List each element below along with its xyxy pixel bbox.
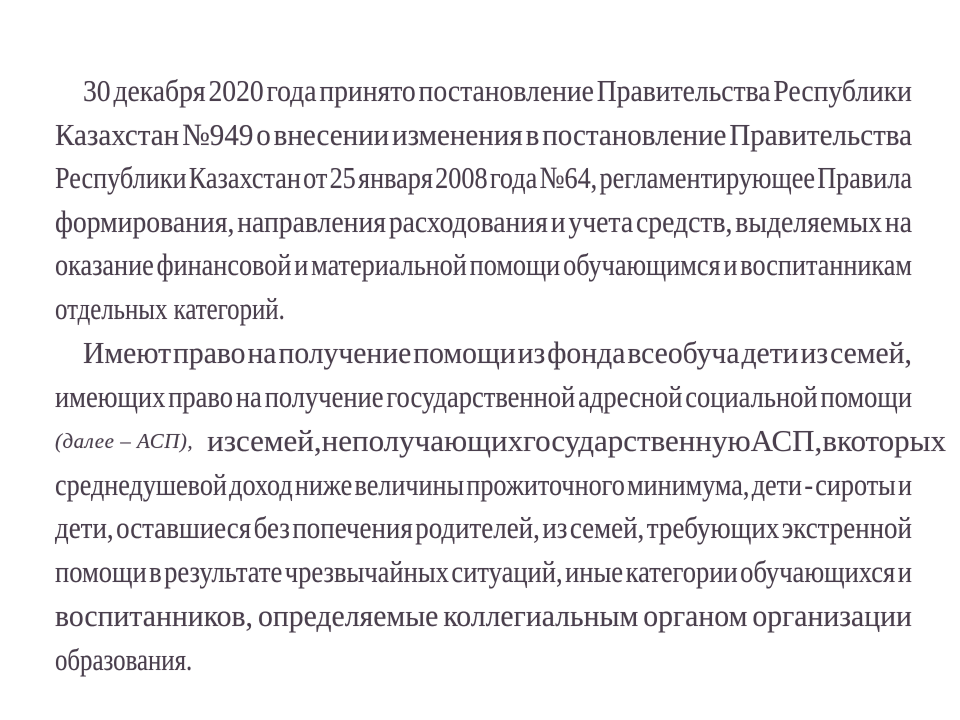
- paragraph-1-line-4-word: выделяемых: [735, 204, 883, 239]
- paragraph-1-line-4-word: учета: [568, 204, 634, 239]
- paragraph-1-line-1: [83, 69, 912, 113]
- paragraph-1-line-4-word: формирования,: [55, 204, 235, 239]
- paragraph-2-line-1-word: на: [247, 335, 277, 370]
- paragraph-2-line-1-word: семей,: [830, 335, 912, 370]
- paragraph-2-line-4-word: -: [804, 467, 814, 502]
- abbreviation-note: (далее – АСП),: [55, 429, 194, 453]
- paragraph-2-line-3-rest-word: государственную: [523, 423, 751, 458]
- paragraph-2-line-4: [55, 463, 912, 507]
- paragraph-1-line-4-word: направления: [237, 204, 386, 239]
- paragraph-2-line-2: [55, 375, 912, 419]
- paragraph-1-line-4-word: средств,: [636, 204, 733, 239]
- paragraph-2-line-2-word: имеющих: [55, 379, 166, 414]
- paragraph-2-line-5-word: без: [253, 510, 290, 545]
- paragraph-2-line-3-rest-word: которых: [836, 423, 946, 458]
- paragraph-1-line-1-word: принято: [319, 73, 416, 108]
- paragraph-2-line-6-word: категории: [625, 554, 738, 589]
- paragraph-1-line-2-word: в: [525, 117, 540, 152]
- paragraph-1-line-5-word: и: [294, 247, 309, 282]
- paragraph-1-line-5-word: обучающимся: [563, 247, 721, 282]
- paragraph-1-line-5-word: и: [723, 247, 738, 282]
- paragraph-2-line-2-word: получение: [264, 379, 384, 414]
- paragraph-2-line-5-word: требующих: [646, 510, 780, 545]
- paragraph-2-line-2-word: на: [235, 379, 262, 414]
- paragraph-2-line-2-word: социальной: [685, 379, 818, 414]
- paragraph-2-line-1-word: помощи: [413, 335, 516, 370]
- paragraph-2-line-7-word: определяемые: [257, 598, 439, 633]
- paragraph-1-line-5-word: финансовой: [156, 247, 292, 282]
- paragraph-2-line-8: образования.: [55, 642, 193, 677]
- paragraph-2-line-5: [55, 506, 912, 550]
- paragraph-2-line-1-word: получение: [278, 335, 412, 370]
- paragraph-2-line-2-word: адресной: [578, 379, 683, 414]
- paragraph-1-line-3-word: от: [303, 160, 328, 195]
- paragraph-1-line-1-word: постановление: [418, 73, 594, 108]
- paragraph-2-line-3-rest-word: АСП,: [750, 423, 823, 458]
- paragraph-2-line-3-rest-word: семей,: [236, 423, 322, 458]
- paragraph-2-line-3-rest-word: из: [207, 423, 237, 458]
- paragraph-2-line-1-word: дети: [741, 335, 799, 370]
- paragraph-1-line-2-word: №949: [182, 117, 254, 152]
- paragraph-2-line-2-word: помощи: [820, 379, 912, 414]
- paragraph-1-line-3-word: регламентирующее: [599, 160, 815, 195]
- paragraph-1-line-5: [55, 243, 912, 287]
- paragraph-2-line-4-word: и: [897, 467, 912, 502]
- paragraph-2-line-7-word: коллегиальным: [443, 598, 639, 633]
- paragraph-1-line-4: [55, 200, 912, 244]
- paragraph-1-line-2-word: постановление: [542, 117, 727, 152]
- paragraph-2-line-1-word: всеобуча: [627, 335, 740, 370]
- paragraph-2-line-4-word: доход: [229, 467, 293, 502]
- paragraph-2-line-4-word: минимума,: [627, 467, 750, 502]
- paragraph-1-line-6: отдельных категорий.: [55, 291, 285, 326]
- paragraph-2-line-5-word: дети,: [55, 510, 114, 545]
- paragraph-1-line-1-word: Правительства: [596, 73, 771, 108]
- paragraph-1-line-2: [55, 113, 912, 157]
- paragraph-1-line-2-word: изменения: [392, 117, 523, 152]
- paragraph-2-line-5-word: экстренной: [781, 510, 912, 545]
- paragraph-1-line-5-word: оказание: [55, 247, 154, 282]
- paragraph-1-line-3-word: №64,: [539, 160, 598, 195]
- paragraph-1-line-2-word: о: [256, 117, 271, 152]
- paragraph-2-line-7-word: органом: [643, 598, 748, 633]
- paragraph-2-line-6-word: иные: [565, 554, 624, 589]
- paragraph-2-line-5-word: семей,: [569, 510, 645, 545]
- paragraph-1-line-4-word: на: [884, 204, 912, 239]
- paragraph-2-line-5-word: из: [542, 510, 568, 545]
- paragraph-2-line-1-word: право: [173, 335, 246, 370]
- paragraph-2-line-6-word: помощи: [55, 554, 147, 589]
- paragraph-2-line-2-word: государственной: [386, 379, 576, 414]
- paragraph-1-line-4-word: расходования: [388, 204, 548, 239]
- paragraph-1-line-1-word: года: [266, 73, 317, 108]
- paragraph-2-line-3: [55, 419, 946, 463]
- paragraph-1-line-2-word: Правительства: [729, 117, 912, 152]
- paragraph-1-line-3-word: 25: [329, 160, 356, 195]
- paragraph-2-line-7: [55, 594, 912, 638]
- paragraph-2-line-6-word: обучающихся: [740, 554, 896, 589]
- paragraph-2-line-2-word: право: [168, 379, 234, 414]
- paragraph-1-line-1-word: 2020: [208, 73, 264, 108]
- paragraph-1-line-2-word: внесении: [273, 117, 390, 152]
- paragraph-2-line-4-word: величины: [354, 467, 465, 502]
- paragraph-2-line-4-word: сироты: [815, 467, 896, 502]
- paragraph-2-line-3-rest-word: не: [321, 423, 352, 458]
- paragraph-1-line-3-word: 2008: [435, 160, 488, 195]
- paragraph-1-line-5-word: воспитанникам: [740, 247, 912, 282]
- paragraph-1-line-3-word: Казахстан: [188, 160, 301, 195]
- paragraph-2-line-5-word: родителей,: [415, 510, 540, 545]
- paragraph-2-line-4-word: дети: [751, 467, 803, 502]
- paragraph-2-line-5-word: попечения: [292, 510, 413, 545]
- paragraph-2-line-4-word: ниже: [294, 467, 353, 502]
- paragraph-2-line-1-word: фонда: [547, 335, 626, 370]
- paragraph-2-line-3-rest-word: в: [822, 423, 837, 458]
- paragraph-2-line-3-rest-word: получающих: [352, 423, 524, 458]
- paragraph-2-line-6-word: чрезвычайных: [284, 554, 449, 589]
- paragraph-1-line-1-word: 30: [83, 73, 111, 108]
- paragraph-2-line-6: [55, 550, 912, 594]
- paragraph-2-line-4-word: среднедушевой: [55, 467, 227, 502]
- paragraph-2-line-6-word: ситуаций,: [451, 554, 563, 589]
- paragraph-1-line-3: [55, 156, 912, 200]
- paragraph-2-line-5-word: оставшиеся: [116, 510, 252, 545]
- paragraph-2-line-7-word: воспитанников,: [55, 598, 253, 633]
- paragraph-2-line-6-word: в: [149, 554, 162, 589]
- paragraph-1-line-1-word: Республики: [773, 73, 912, 108]
- paragraph-1-line-3-word: января: [358, 160, 433, 195]
- paragraph-1-line-3-word: Правила: [817, 160, 912, 195]
- paragraph-2-line-7-word: организации: [752, 598, 912, 633]
- paragraph-1-line-2-word: Казахстан: [55, 117, 180, 152]
- paragraph-1-line-4-word: и: [550, 204, 566, 239]
- paragraph-1-line-3-word: Республики: [55, 160, 187, 195]
- paragraph-1-line-5-word: помощи: [469, 247, 561, 282]
- paragraph-2-line-1: [83, 331, 912, 375]
- paragraph-1-line-5-word: материальной: [311, 247, 467, 282]
- paragraph-1-line-3-word: года: [489, 160, 538, 195]
- paragraph-2-line-4-word: прожиточного: [466, 467, 625, 502]
- paragraph-2-line-1-word: из: [517, 335, 546, 370]
- paragraph-2-line-3-rest: [207, 419, 946, 463]
- paragraph-2-line-6-word: и: [897, 554, 912, 589]
- paragraph-1-line-1-word: декабря: [113, 73, 206, 108]
- paragraph-2-line-6-word: результате: [164, 554, 283, 589]
- paragraph-2-line-1-word: из: [800, 335, 829, 370]
- paragraph-2-line-1-word: Имеют: [83, 335, 172, 370]
